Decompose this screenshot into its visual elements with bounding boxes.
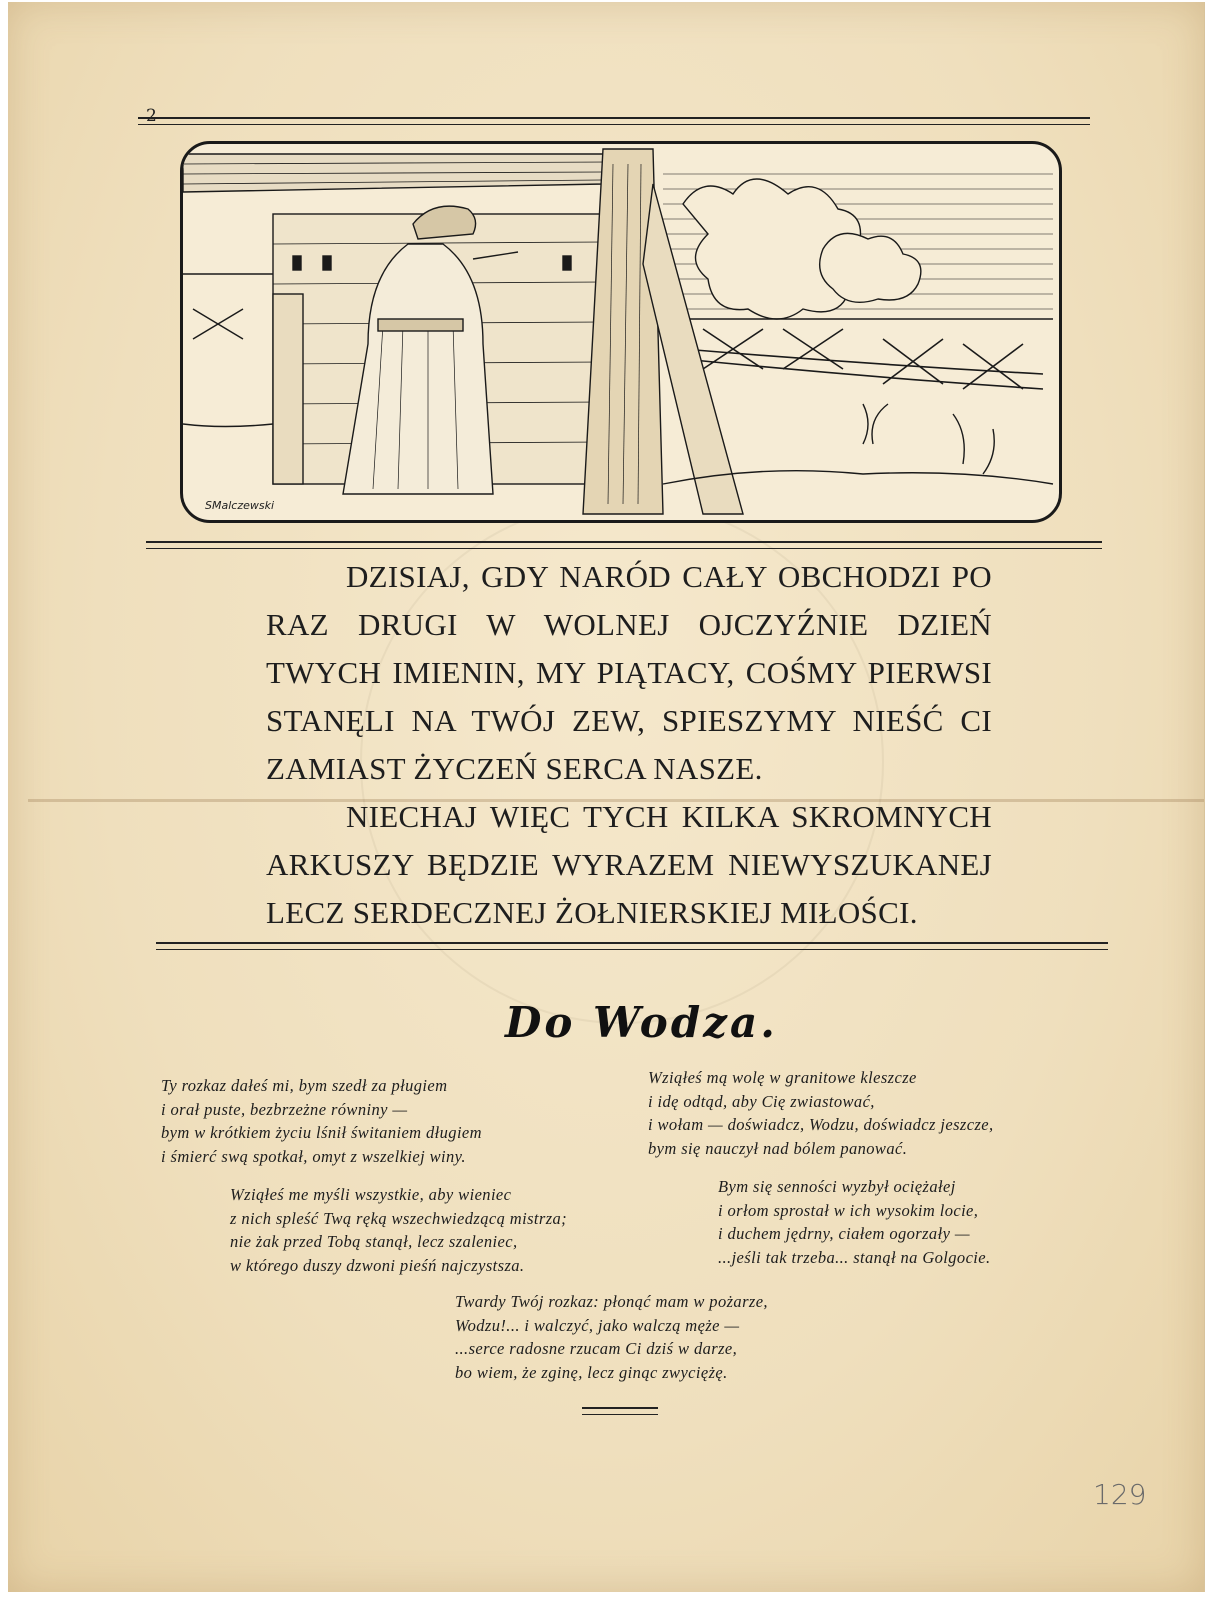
verse-line: i duchem jędrny, ciałem ogorzały — (718, 1224, 970, 1243)
artist-signature: SMalczewski (205, 499, 275, 512)
stanza-3 (648, 1066, 994, 1160)
verse-line: bym się nauczył nad bólem panować. (648, 1138, 908, 1158)
end-rule (582, 1407, 658, 1415)
verse-line: i wołam — doświadcz, Wodzu, doświadcz jeszcze, (648, 1115, 994, 1134)
verse-line: Wziąłeś me myśli wszystkie, aby wieniec (230, 1185, 512, 1204)
top-rule (138, 117, 1090, 125)
illustration-bottom-rule (146, 541, 1102, 549)
verse-line: Wziąłeś mą wolę w granitowe kleszcze (648, 1068, 917, 1087)
verse-line: bym w krótkiem życiu lśnił świtaniem długiem (161, 1123, 482, 1142)
trench-drawing (183, 144, 1059, 520)
verse-line: i orłom sprostał w ich wysokim locie, (718, 1200, 979, 1220)
verse-line: i idę odtąd, aby Cię zwiastować, (648, 1091, 875, 1111)
poem-title: Do Wodza. (505, 998, 778, 1047)
stanza-2 (230, 1183, 567, 1277)
verse-line: Bym się senności wyzbył ociężałej (718, 1177, 956, 1196)
dedication-paragraph-1: DZISIAJ, GDY NARÓD CAŁY OBCHODZI PO RAZ DRUGI W WOLNEJ OJCZYŹNIE DZIEŃ TWYCH IMIENIN, MY PIĄTACY, COŚMY PIERWSI STANĘLI NA TWÓJ ZEW, SPIESZYMY NIEŚĆ CI ZAMIAST ŻYCZEŃ SERCA NASZE. (266, 559, 992, 786)
verse-line: nie żak przed Tobą stanął, lecz szaleniec, (230, 1232, 518, 1251)
verse-line: i orał puste, bezbrzeżne równiny — (161, 1099, 408, 1119)
verse-line: Twardy Twój rozkaz: płonąć mam w pożarze, (455, 1292, 768, 1311)
stanza-4 (718, 1175, 991, 1269)
dedication-bottom-rule (156, 942, 1108, 950)
archive-number: 129 (1093, 1478, 1147, 1511)
dedication-paragraph-2: NIECHAJ WIĘC TYCH KILKA SKROMNYCH ARKUSZY BĘDZIE WYRAZEM NIEWYSZUKANEJ LECZ SERDECZNEJ ŻOŁNIERSKIEJ MIŁOŚCI. (266, 799, 992, 930)
verse-line: i śmierć swą spotkał, omyt z wszelkiej winy. (161, 1146, 466, 1166)
stanza-1 (161, 1074, 482, 1168)
trench-illustration (180, 141, 1062, 523)
stanza-5 (455, 1290, 768, 1384)
verse-line: z nich spleść Twą ręką wszechwiedzącą mistrza; (230, 1208, 568, 1228)
verse-line: bo wiem, że zginę, lecz ginąc zwyciężę. (455, 1362, 728, 1382)
dedication-text (266, 553, 992, 937)
verse-line: Wodzu!... i walczyć, jako walczą męże — (455, 1315, 740, 1335)
verse-line: w którego duszy dzwoni pieśń najczystsza. (230, 1255, 525, 1275)
verse-line: ...jeśli tak trzeba... stanął na Golgocie. (718, 1247, 991, 1267)
verse-line: ...serce radosne rzucam Ci dziś w darze, (455, 1339, 738, 1358)
page-number: 2 (146, 106, 157, 126)
verse-line: Ty rozkaz dałeś mi, bym szedł za pługiem (161, 1076, 448, 1095)
